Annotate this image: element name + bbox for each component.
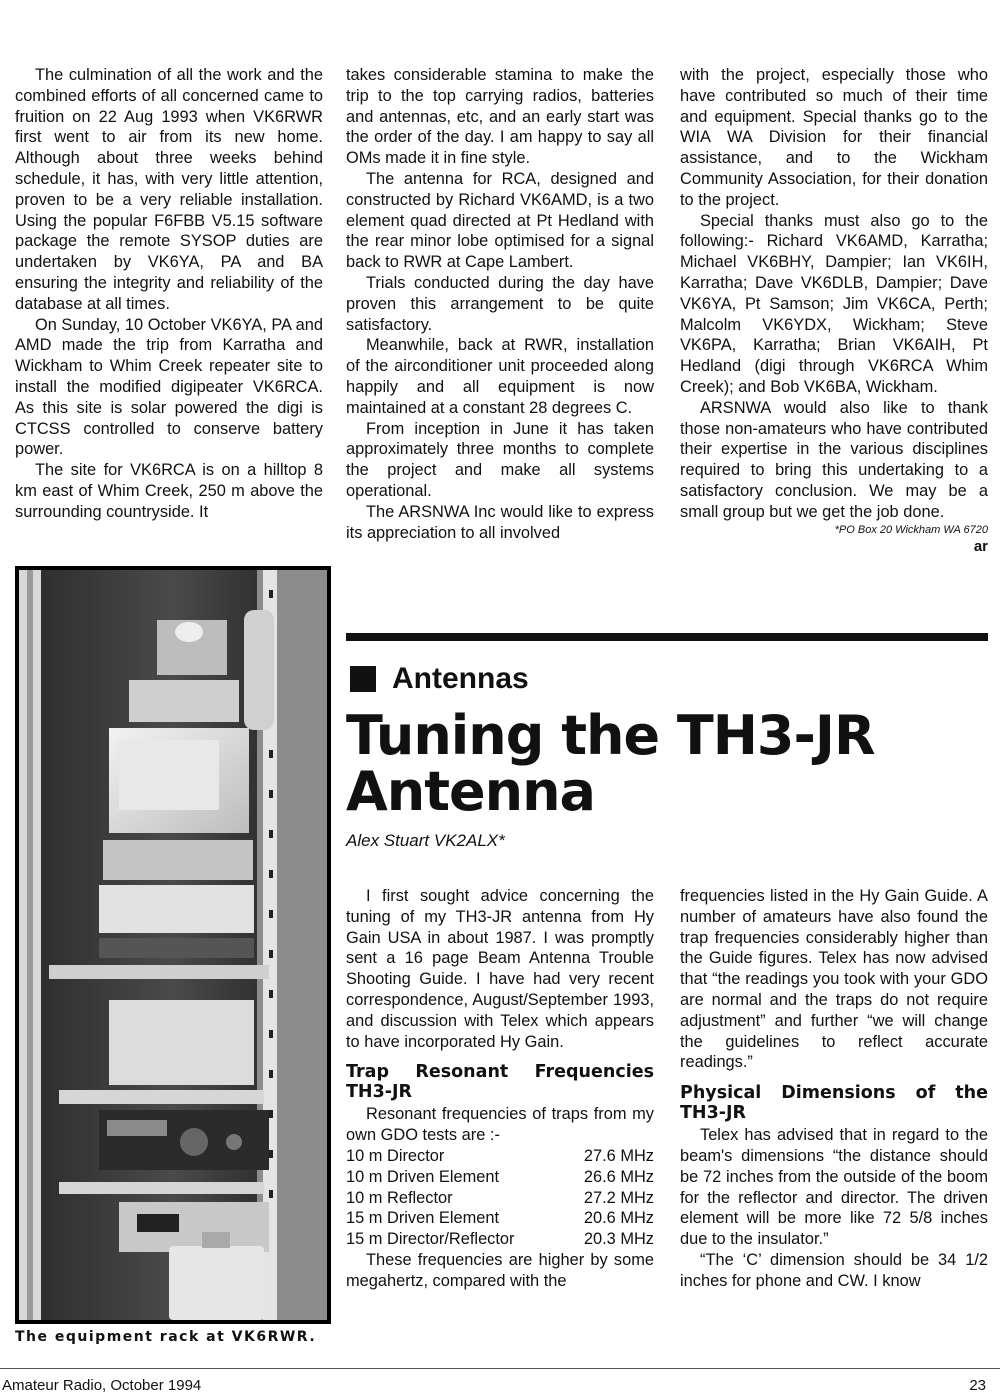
footer-rule	[0, 1368, 1000, 1369]
table-row	[346, 1229, 654, 1250]
article2-column-2	[680, 886, 988, 1292]
paragraph: The antenna for RCA, designed and constructed by Richard VK6AMD, is a two element quad directed at Pt Hedland with the rear minor lobe optimised for a signal back to RWR at Cape Lambert.	[346, 169, 654, 272]
article-column-3	[680, 65, 988, 557]
trap-frequency: 20.6 MHz	[583, 1209, 654, 1228]
paragraph: frequencies listed in the Hy Gain Guide. A number of amateurs have also found the trap frequencies considerably higher than the Guide figures. Telex has now advised that “the readings you took with your GDO are normal and the traps do not require adjustment” and further “we will change the guidelines to reflect accurate readings.”	[680, 887, 988, 1072]
trap-frequency-table	[346, 1146, 654, 1250]
table-row	[346, 1146, 654, 1167]
paragraph: with the project, especially those who have contributed so much of their time and equipment. Special thanks go to the WIA WA Division for their financial assistance, and to the Wickham Community Association, for their donation to the project.	[680, 66, 988, 209]
article-column-1	[15, 65, 323, 523]
article-author: Alex Stuart VK2ALX*	[346, 831, 505, 850]
paragraph: The culmination of all the work and the combined efforts of all concerned came to fruition on 22 Aug 1993 when VK6RWR first went to air from its new home. Although about three weeks behind schedule, it has, with very little attention, proven to be a very reliable installation. Using the popular F6FBB V5.15 software package the remote SYSOP duties are undertaken by VK6YA, PA and BA ensuring the integrity and reliability of the database at all times.	[15, 66, 323, 313]
section-divider	[346, 633, 988, 641]
paragraph: Trials conducted during the day have proven this arrangement to be quite satisfactory.	[346, 273, 654, 334]
paragraph: Telex has advised that in regard to the beam's dimensions “the distance should be 72 inches from the outside of the boom for the reflector and director. The driven element will be more like 72 5/8 inches due to the insulator.”	[680, 1126, 988, 1249]
section-label: Antennas	[392, 662, 529, 695]
paragraph: Meanwhile, back at RWR, installation of the airconditioner unit proceeded along happily and all equipment is now maintained at a constant 28 degrees C.	[346, 336, 654, 417]
rack-photo-illustration	[19, 570, 327, 1320]
article2-column-1	[346, 886, 654, 1292]
trap-frequency: 20.3 MHz	[583, 1230, 654, 1249]
trap-frequency: 27.2 MHz	[583, 1188, 654, 1207]
paragraph: The site for VK6RCA is on a hilltop 8 km east of Whim Creek, 250 m above the surrounding countryside. It	[15, 461, 323, 521]
table-row	[346, 1188, 654, 1209]
paragraph: From inception in June it has taken approximately three months to complete the project and make all systems operational.	[346, 419, 654, 500]
end-mark: ar	[973, 537, 988, 555]
table-row	[346, 1208, 654, 1229]
trap-name: 10 m Reflector	[346, 1188, 453, 1207]
paragraph: On Sunday, 10 October VK6YA, PA and AMD made the trip from Karratha and Wickham to Whim Creek repeater site to install the modified digipeater VK6RCA. As this site is solar powered the digi is CTCSS controlled to conserve battery power.	[15, 315, 323, 459]
paragraph: These frequencies are higher by some megahertz, compared with the	[346, 1250, 654, 1290]
article-title: Tuning the TH3-JR Antenna	[346, 704, 875, 823]
equipment-rack-photo	[15, 566, 331, 1324]
paragraph: “The ‘C’ dimension should be 34 1/2 inches for phone and CW. I know	[680, 1250, 988, 1290]
trap-frequency: 26.6 MHz	[583, 1167, 654, 1186]
photo-caption: The equipment rack at VK6RWR.	[15, 1329, 317, 1345]
paragraph: I first sought advice concerning the tuning of my TH3-JR antenna from Hy Gain USA in about 1987. I was promptly sent a 16 page Beam Antenna Trouble Shooting Guide. I have had very recent correspondence, August/September 1993, and discussion with Telex which appears to have incorporated Hy Gain.	[346, 887, 654, 1051]
paragraph: Special thanks must also go to the following:- Richard VK6AMD, Karratha; Michael VK6BHY, Dampier; Ian VK6IH, Karratha; Dave VK6DLB, Dampier; Dave VK6YA, Pt Samson; Jim VK6CA, Perth; Malcolm VK6YDX, Wickham; Steve VK6PA, Karratha; Brian VK6AIH, Pt Hedland (digi through VK6RCA Whim Creek); and Bob VK6BA, Wickham.	[680, 211, 988, 396]
trap-frequency: 27.6 MHz	[583, 1146, 654, 1165]
trap-name: 10 m Driven Element	[346, 1167, 500, 1186]
trap-name: 15 m Driven Element	[346, 1209, 500, 1228]
subheading-trap-frequencies: Trap Resonant Frequencies TH3-JR	[346, 1062, 654, 1103]
subheading-physical-dimensions: Physical Dimensions of the TH3-JR	[680, 1083, 988, 1124]
paragraph: Resonant frequencies of traps from my own GDO tests are :-	[346, 1105, 654, 1145]
table-row	[346, 1167, 654, 1188]
trap-name: 10 m Director	[346, 1146, 445, 1165]
paragraph: takes considerable stamina to make the trip to the top carrying radios, batteries and antennas, etc, and an early start was the order of the day. I am happy to say all OMs made it in fine style.	[346, 66, 654, 168]
author-address: *PO Box 20 Wickham WA 6720	[834, 523, 988, 536]
paragraph: The ARSNWA Inc would like to express its appreciation to all involved	[346, 502, 654, 542]
footer-publication: Amateur Radio, October 1994	[2, 1377, 202, 1394]
paragraph: ARSNWA would also like to thank those non-amateurs who have contributed their expertise in the various disciplines required to bring this undertaking to a satisfactory conclusion. We may be a small group but we get the job done.	[680, 398, 988, 521]
page-number: 23	[969, 1377, 986, 1394]
article-column-2	[346, 65, 654, 543]
section-square-icon	[350, 666, 376, 692]
section-heading	[350, 662, 529, 696]
trap-name: 15 m Director/Reflector	[346, 1230, 515, 1249]
